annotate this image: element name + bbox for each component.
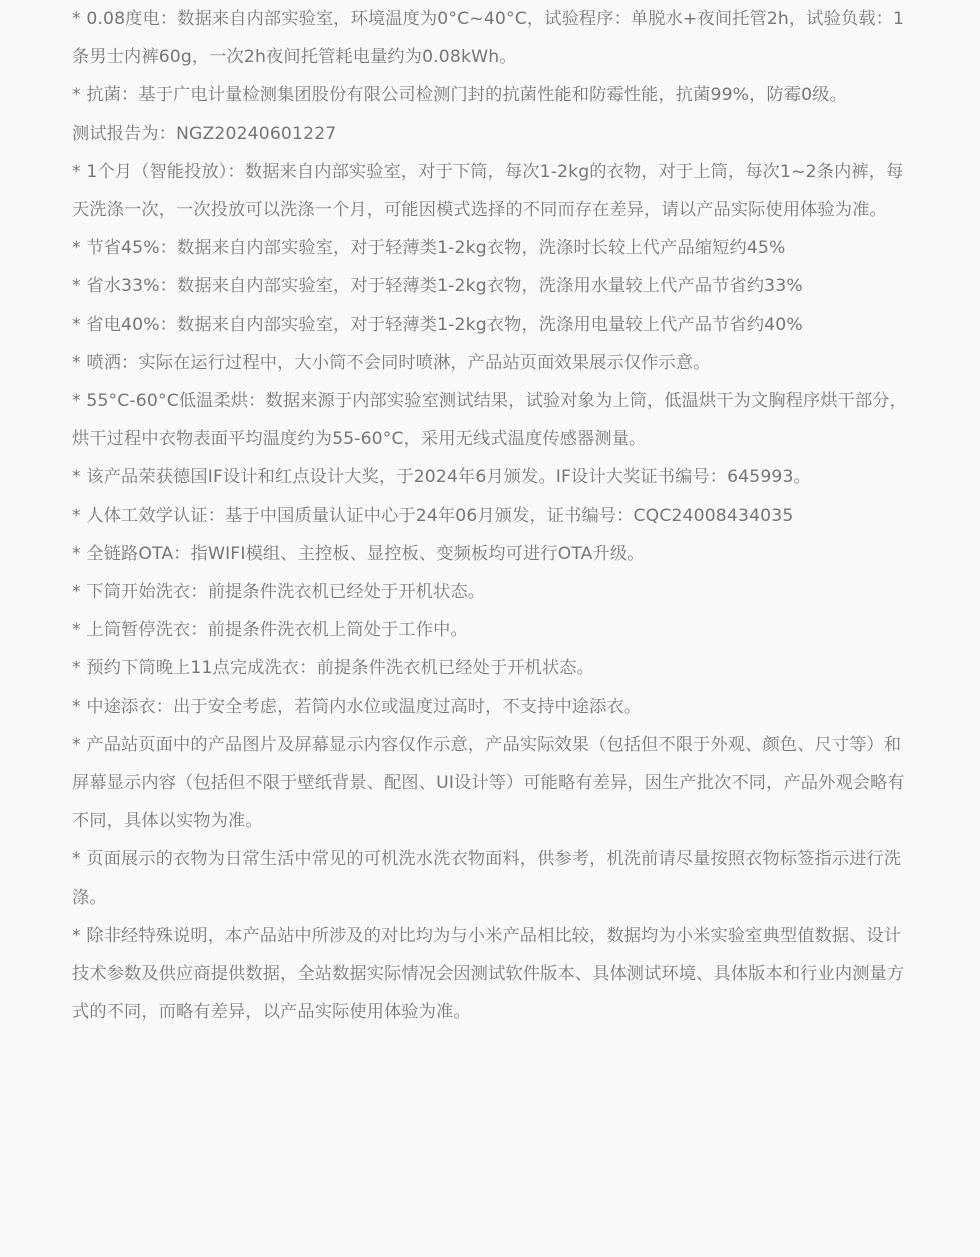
footnote-fabrics: * 页面展示的衣物为日常生活中常见的可机洗水洗衣物面料，供参考，机洗前请尽量按照衣物标签指示进行洗涤。: [72, 849, 902, 908]
disclaimer-notes: [72, 0, 912, 1031]
footnote-comparison: * 除非经特殊说明，本产品站中所涉及的对比均为与小米产品相比较，数据均为小米实验室典型值数据、设计技术参数及供应商提供数据，全站数据实际情况会因测试软件版本、具体测试环境、具体版本和行业内测量方式的不同，而略有差异，以产品实际使用体验为准。: [72, 925, 905, 1023]
footnote-schedule: * 预约下筒晚上11点完成洗衣：前提条件洗衣机已经处于开机状态。: [72, 658, 594, 679]
footnote-test-report: 测试报告为：NGZ20240601227: [72, 123, 337, 144]
footnote-design-award: * 该产品荣获德国IF设计和红点设计大奖，于2024年6月颁发。IF设计大奖证书编号：645993。: [72, 467, 811, 488]
footnote-spray: * 喷洒：实际在运行过程中，大小筒不会同时喷淋，产品站页面效果展示仅作示意。: [72, 352, 711, 373]
footnote-lower-drum-start: * 下筒开始洗衣：前提条件洗衣机已经处于开机状态。: [72, 582, 486, 603]
footnote-ota: * 全链路OTA：指WIFI模组、主控板、显控板、变频板均可进行OTA升级。: [72, 543, 645, 564]
footnote-power-saving: * 省电40%：数据来自内部实验室，对于轻薄类1-2kg衣物，洗涤用电量较上代产品节省约40%: [72, 314, 803, 335]
footnote-add-clothes: * 中途添衣：出于安全考虑，若筒内水位或温度过高时，不支持中途添衣。: [72, 696, 642, 717]
footnote-time-saving: * 节省45%：数据来自内部实验室，对于轻薄类1-2kg衣物，洗涤时长较上代产品缩短约45%: [72, 238, 786, 259]
footnote-ergonomics: * 人体工效学认证：基于中国质量认证中心于24年06月颁发，证书编号：CQC24008434035: [72, 505, 794, 526]
footnote-product-images: * 产品站页面中的产品图片及屏幕显示内容仅作示意，产品实际效果（包括但不限于外观、颜色、尺寸等）和屏幕显示内容（包括但不限于壁纸背景、配图、UI设计等）可能略有差异，因生产批次不同，产品外观会略有不同，具体以实物为准。: [72, 734, 905, 832]
footnote-smart-dispense: * 1个月（智能投放）：数据来自内部实验室，对于下筒，每次1-2kg的衣物，对于上筒，每次1~2条内裤，每天洗涤一次，一次投放可以洗涤一个月，可能因模式选择的不同而存在差异，请以产品实际使用体验为准。: [72, 161, 904, 221]
footnote-antibacterial: * 抗菌：基于广电计量检测集团股份有限公司检测门封的抗菌性能和防霉性能，抗菌99%，防霉0级。: [72, 85, 847, 106]
footnote-energy: * 0.08度电：数据来自内部实验室，环境温度为0°C~40°C，试验程序：单脱水+夜间托管2h，试验负载：1条男士内裤60g，一次2h夜间托管耗电量约为0.08kWh。: [72, 9, 905, 68]
footnote-low-temp-drying: * 55°C-60°C低温柔烘：数据来源于内部实验室测试结果，试验对象为上筒，低温烘干为文胸程序烘干部分，烘干过程中衣物表面平均温度约为55-60°C，采用无线式温度传感器测量。: [72, 391, 908, 450]
footnote-water-saving: * 省水33%：数据来自内部实验室，对于轻薄类1-2kg衣物，洗涤用水量较上代产品节省约33%: [72, 276, 803, 297]
footnote-upper-drum-pause: * 上筒暂停洗衣：前提条件洗衣机上筒处于工作中。: [72, 620, 468, 641]
